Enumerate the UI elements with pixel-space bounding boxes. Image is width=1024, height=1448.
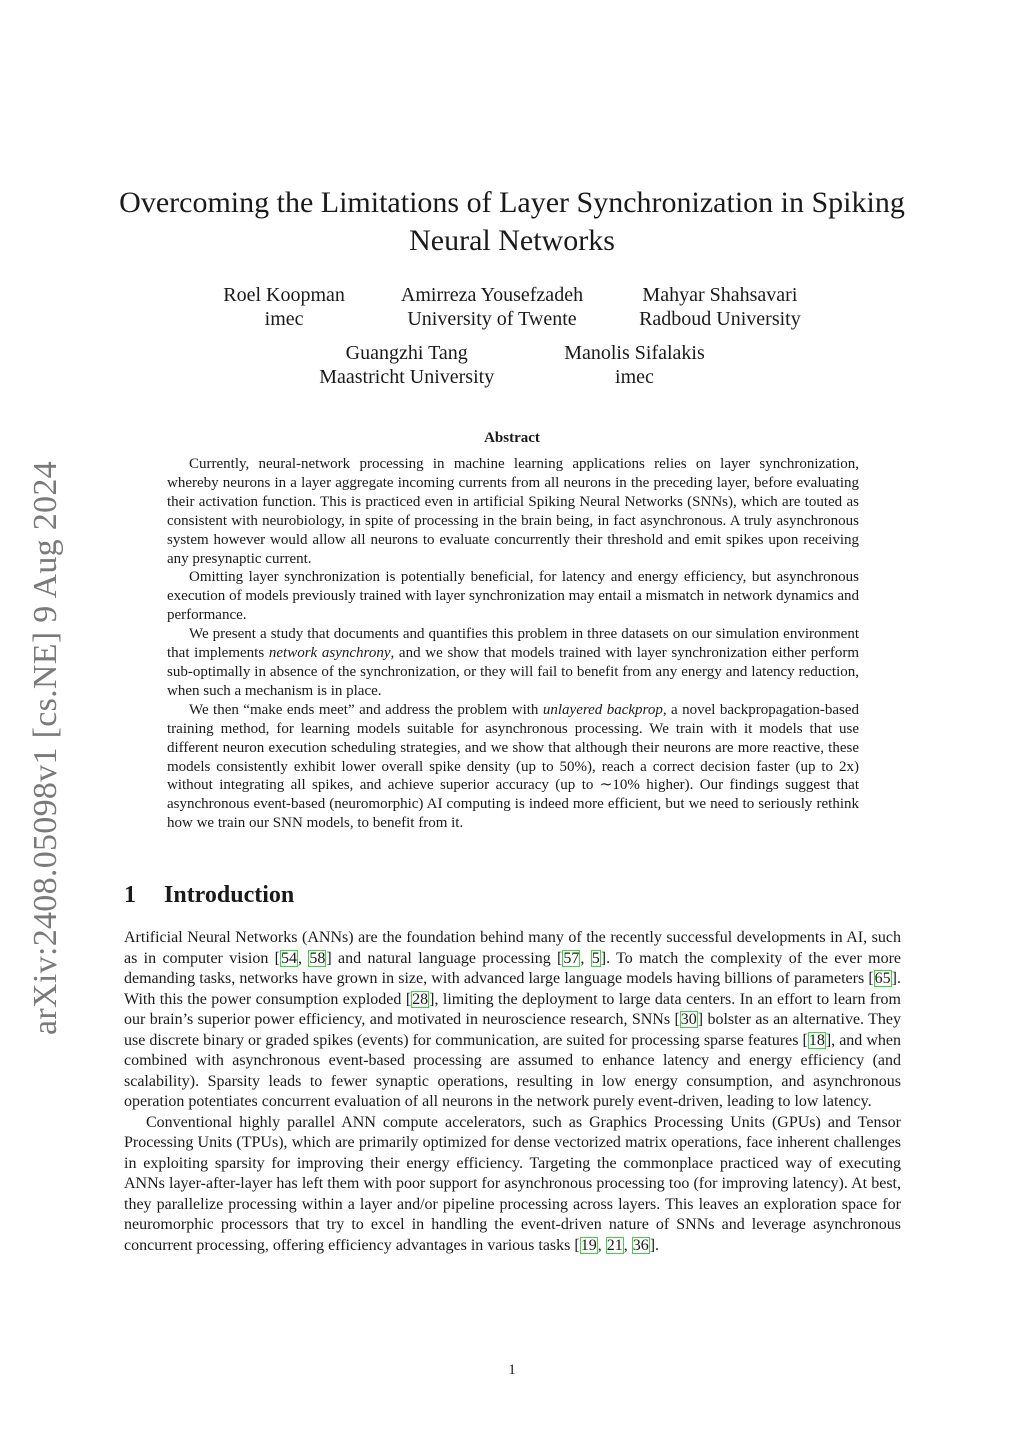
abstract-body (167, 455, 859, 833)
paper-title: Overcoming the Limitations of Layer Synchronization in Spiking Neural Networks (119, 186, 905, 257)
intro-paragraph-2: Conventional highly parallel ANN compute accelerators, such as Graphics Processing Units (GPUs) and Tensor Processing Units (TPUs), which are primarily optimized for dense vectorized matrix operations, face inherent challenges in exploiting sparsity for improving their energy efficiency. Targeting the commonplace practiced way of executing ANNs layer-after-layer has left them with poor support for asynchronous processing too (for improving latency). At best, they parallelize processing within a layer and/or pipeline processing across layers. This leaves an exploration space for neuromorphic processors that try to excel in handling the event-driven nature of SNNs and leverage asynchronous concurrent processing, offering efficiency advantages in various tasks [19, 21, 36]. (124, 1113, 901, 1254)
author-tang (319, 341, 494, 389)
author-affiliation: Radboud University (639, 308, 801, 330)
author-name: Manolis Sifalakis (564, 342, 705, 364)
arxiv-identifier-sidebar (16, 448, 76, 1048)
citation-link[interactable]: 54 (281, 949, 297, 967)
author-name: Guangzhi Tang (345, 342, 468, 364)
author-shahsavari (639, 283, 801, 331)
author-name: Roel Koopman (223, 284, 345, 306)
citation-link[interactable]: 28 (412, 990, 429, 1008)
abstract-paragraph: Currently, neural-network processing in machine learning applications relies on layer synchronization, whereby neurons in a layer aggregate incoming currents from all neurons in the preceding layer, before evaluating their activation function. This is practiced even in artificial Spiking Neural Networks (SNNs), which are touted as consistent with neurobiology, in spite of processing in the brain being, in fact asynchronous. A truly asynchronous system however would allow all neurons to evaluate concurrently their threshold and emit spikes upon receiving any presynaptic current. (167, 456, 859, 567)
intro-paragraph-1: Artificial Neural Networks (ANNs) are the foundation behind many of the recently successful developments in AI, such as in computer vision [54, 58] and natural language processing [57, 5]. To match the complexity of the ever more demanding tasks, networks have grown in size, with advanced large language models having billions of parameters [65]. With this the power consumption exploded [28], limiting the deployment to large data centers. In an effort to learn from our brain’s superior power efficiency, and motivated in neuroscience research, SNNs [30] bolster as an alternative. They use discrete binary or graded spikes (events) for communication, are suited for processing sparse features [18], and when combined with asynchronous event-based processing are assumed to enhance latency and energy efficiency (and scalability). Sparsity leads to fewer synaptic operations, resulting in low energy consumption, and asynchronous operation potentiates concurrent evaluation of all neurons in the network purely event-driven, leading to low latency. (124, 929, 902, 1110)
author-block-row-2 (110, 341, 914, 389)
author-yousefzadeh (401, 283, 583, 331)
author-affiliation: imec (264, 308, 304, 330)
author-koopman (223, 283, 345, 331)
section-number: 1 (124, 882, 136, 908)
section-heading-introduction (124, 882, 294, 909)
arxiv-identifier: arXiv:2408.05098v1 [cs.NE] 9 Aug 2024 (27, 461, 64, 1035)
abstract-paragraph: We then “make ends meet” and address the problem with unlayered backprop, a novel backpropagation-based training method, for learning models suitable for asynchronous processing. We train with it models that use different neuron execution scheduling strategies, and we show that although their neurons are more reactive, these models consistently exhibit lower overall spike density (up to 50%), reach a correct decision faster (up to 2x) without integrating all spikes, and achieve superior accuracy (up to ∼10% higher). Our findings suggest that asynchronous event-based (neuromorphic) AI computing is indeed more efficient, but we need to seriously rethink how we train our SNN models, to benefit from it. (167, 701, 859, 832)
author-affiliation: Maastricht University (319, 366, 495, 388)
author-block-row-1 (110, 283, 914, 331)
citation-link[interactable]: 36 (632, 1236, 649, 1254)
section-title: Introduction (164, 882, 295, 908)
citation-link[interactable]: 5 (591, 949, 600, 967)
citation-link[interactable]: 21 (606, 1236, 623, 1254)
citation-link[interactable]: 18 (808, 1031, 825, 1049)
abstract-paragraph: Omitting layer synchronization is potentially beneficial, for latency and energy efficiency, but asynchronous execution of models previously trained with layer synchronization may entail a mismatch in network dynamics and performance. (167, 569, 859, 624)
author-affiliation: University of Twente (407, 308, 577, 330)
citation-link[interactable]: 19 (580, 1236, 597, 1254)
author-affiliation: imec (615, 366, 654, 388)
emphasis-network-asynchrony: network asynchrony (268, 645, 391, 662)
abstract-heading: Abstract (484, 430, 540, 446)
abstract-paragraph: We present a study that documents and quantifies this problem in three datasets on our simulation environment that implements network asynchrony, and we show that models trained with layer synchronization either perform sub-optimally in absence of the synchronization, or they will fail to benefit from any energy and latency reduction, when such a mechanism is in place. (167, 626, 860, 699)
citation-link[interactable]: 30 (680, 1011, 697, 1028)
introduction-body (124, 928, 901, 1256)
page-number: 1 (508, 1362, 516, 1378)
author-sifalakis (564, 341, 705, 389)
author-name: Mahyar Shahsavari (642, 284, 798, 306)
citation-link[interactable]: 57 (563, 949, 580, 967)
author-name: Amirreza Yousefzadeh (400, 284, 584, 306)
emphasis-unlayered-backprop: unlayered backprop (542, 701, 663, 718)
citation-link[interactable]: 58 (309, 949, 326, 967)
citation-link[interactable]: 65 (874, 970, 891, 987)
